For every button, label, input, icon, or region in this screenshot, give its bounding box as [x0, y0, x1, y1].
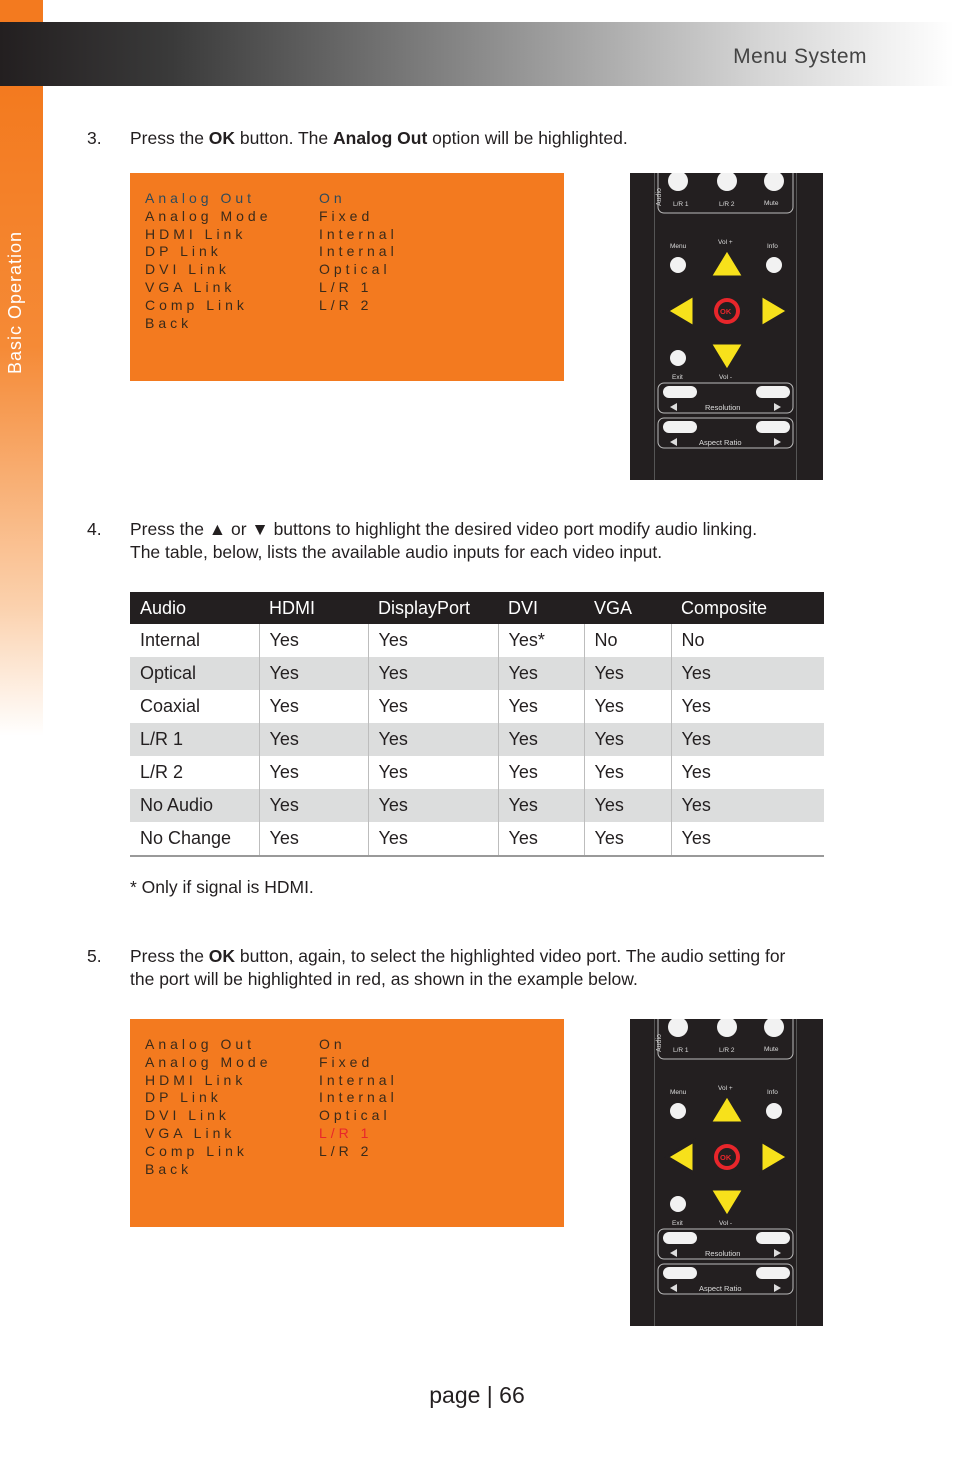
step-text: Press the OK button, again, to select the highlighted video port. The audio setting for the port will be highlighted in red, as shown in the example below. [130, 946, 786, 989]
osd-menu-screen-selected: Analog Out On Analog Mode Fixed HDMI Link Internal DP Link Internal DVI Link Optical VGA Link L/R 1 Comp Link L/R 2 Back [130, 1019, 564, 1227]
section-label: Basic Operation [5, 230, 25, 374]
remote-edge [796, 173, 797, 480]
table-cell: Yes [368, 822, 498, 856]
section-side-bar [0, 86, 43, 736]
resolution-right-button[interactable] [756, 1232, 790, 1244]
menu-button[interactable] [670, 257, 686, 273]
svg-text:Menu: Menu [670, 243, 687, 250]
osd-menu-screen: Analog Out On Analog Mode Fixed HDMI Link Internal DP Link Internal DVI Link Optical VGA Link L/R 1 Comp Link L/R 2 Back [130, 173, 564, 381]
svg-text:Aspect Ratio: Aspect Ratio [699, 438, 742, 447]
resolution-right-button[interactable] [756, 386, 790, 398]
svg-text:Aspect Ratio: Aspect Ratio [699, 1284, 742, 1293]
table-cell: Yes [584, 822, 671, 856]
remote-edge [654, 173, 655, 480]
svg-text:Exit: Exit [672, 1220, 683, 1227]
remote-control-graphic [630, 173, 823, 480]
table-cell: Yes* [498, 624, 584, 657]
table-cell: Yes [584, 657, 671, 690]
menu-button[interactable] [670, 1103, 686, 1119]
table-cell: Yes [498, 690, 584, 723]
remote-audio-label: Audio [656, 188, 663, 206]
table-cell: Yes [681, 696, 711, 716]
table-cell: L/R 2 [130, 756, 259, 789]
table-row [130, 657, 824, 690]
table-row [130, 822, 824, 856]
svg-text:L/R 1: L/R 1 [673, 201, 689, 208]
table-row [130, 723, 824, 756]
svg-text:Vol -: Vol - [719, 374, 733, 381]
svg-text:Vol +: Vol + [718, 1085, 733, 1092]
header-accent-tab [0, 0, 43, 22]
step-text: Press the ▲ or ▼ buttons to highlight the desired video port modify audio linking. The table, below, lists the available audio inputs for each video input. [130, 519, 758, 562]
table-cell: Yes [681, 762, 711, 782]
info-button[interactable] [766, 1103, 782, 1119]
table-cell: Yes [584, 789, 671, 822]
aspect-right-button[interactable] [756, 421, 790, 433]
table-header-cell: HDMI [259, 592, 368, 624]
table-cell: Optical [130, 657, 259, 690]
svg-text:Vol +: Vol + [718, 239, 733, 246]
table-cell: No [584, 624, 671, 657]
svg-text:Menu: Menu [670, 1089, 687, 1096]
table-cell: Yes [259, 723, 368, 756]
table-cell: Yes [584, 756, 671, 789]
step-number: 5. [87, 946, 102, 966]
table-cell: Yes [259, 756, 368, 789]
table-cell: Yes [498, 657, 584, 690]
table-header-cell: DVI [498, 592, 584, 624]
page-header-title: Menu System [733, 45, 867, 68]
table-cell: Yes [368, 690, 498, 723]
exit-button[interactable] [670, 1196, 686, 1212]
svg-text:Resolution: Resolution [705, 403, 741, 412]
svg-text:OK: OK [720, 1153, 732, 1162]
aspect-right-button[interactable] [756, 1267, 790, 1279]
svg-text:Vol -: Vol - [719, 1220, 733, 1227]
table-cell: Yes [368, 723, 498, 756]
table-cell: No Audio [130, 789, 259, 822]
table-cell: Yes [368, 789, 498, 822]
table-cell: Yes [368, 624, 498, 657]
svg-text:L/R 2: L/R 2 [719, 1047, 735, 1054]
table-cell: Yes [368, 756, 498, 789]
table-cell: No [681, 630, 705, 650]
table-header-cell: DisplayPort [368, 592, 498, 624]
svg-text:Info: Info [767, 1089, 778, 1096]
table-footnote: * Only if signal is HDMI. [130, 877, 314, 897]
table-cell: Yes [498, 822, 584, 856]
resolution-left-button[interactable] [663, 1232, 697, 1244]
table-header-cell: Composite [671, 592, 824, 624]
remote-edge [654, 1019, 655, 1326]
table-cell: Yes [498, 756, 584, 789]
table-cell: Yes [671, 723, 824, 756]
table-cell: Yes [498, 723, 584, 756]
table-header-row [130, 592, 824, 624]
table-cell: Yes [368, 657, 498, 690]
svg-text:OK: OK [720, 307, 732, 316]
step-number: 4. [87, 519, 102, 539]
svg-text:Mute: Mute [764, 1046, 779, 1053]
table-row [130, 789, 824, 822]
table-header-cell: VGA [584, 592, 671, 624]
svg-text:L/R 2: L/R 2 [719, 201, 735, 208]
table-cell: Yes [498, 789, 584, 822]
table-cell: Yes [259, 690, 368, 723]
info-button[interactable] [766, 257, 782, 273]
table-cell: L/R 1 [130, 723, 259, 756]
svg-text:Audio: Audio [656, 1034, 663, 1052]
svg-text:Mute: Mute [764, 200, 779, 207]
remote-control-graphic [630, 1019, 823, 1326]
resolution-left-button[interactable] [663, 386, 697, 398]
svg-text:Exit: Exit [672, 374, 683, 381]
aspect-left-button[interactable] [663, 1267, 697, 1279]
remote-control [630, 1019, 823, 1326]
svg-text:L/R 1: L/R 1 [673, 1047, 689, 1054]
table-cell: No Change [130, 822, 259, 856]
table-cell: Yes [671, 822, 824, 856]
table-header-cell: Audio [130, 592, 259, 624]
svg-text:Resolution: Resolution [705, 1249, 741, 1258]
table-cell: Yes [671, 657, 824, 690]
table-cell: Yes [259, 624, 368, 657]
table-cell: Yes [584, 690, 671, 723]
remote-control [630, 173, 823, 480]
selected-audio-value: L/R 1 [319, 1125, 373, 1141]
remote-edge [796, 1019, 797, 1326]
table-row [130, 624, 824, 657]
table-cell: Yes [671, 789, 824, 822]
svg-text:Info: Info [767, 243, 778, 250]
step-text: Press the OK button. The Analog Out option will be highlighted. [130, 128, 628, 148]
audio-video-table [130, 592, 824, 857]
table-row [130, 690, 824, 723]
table-cell: Yes [259, 657, 368, 690]
table-cell: Coaxial [130, 690, 259, 723]
table-cell: Yes [259, 789, 368, 822]
aspect-left-button[interactable] [663, 421, 697, 433]
table-cell: Yes [584, 723, 671, 756]
table-cell: Internal [130, 624, 259, 657]
exit-button[interactable] [670, 350, 686, 366]
table-row [130, 756, 824, 789]
step-number: 3. [87, 128, 102, 148]
table-cell: Yes [259, 822, 368, 856]
page-number: page | 66 [429, 1382, 525, 1408]
